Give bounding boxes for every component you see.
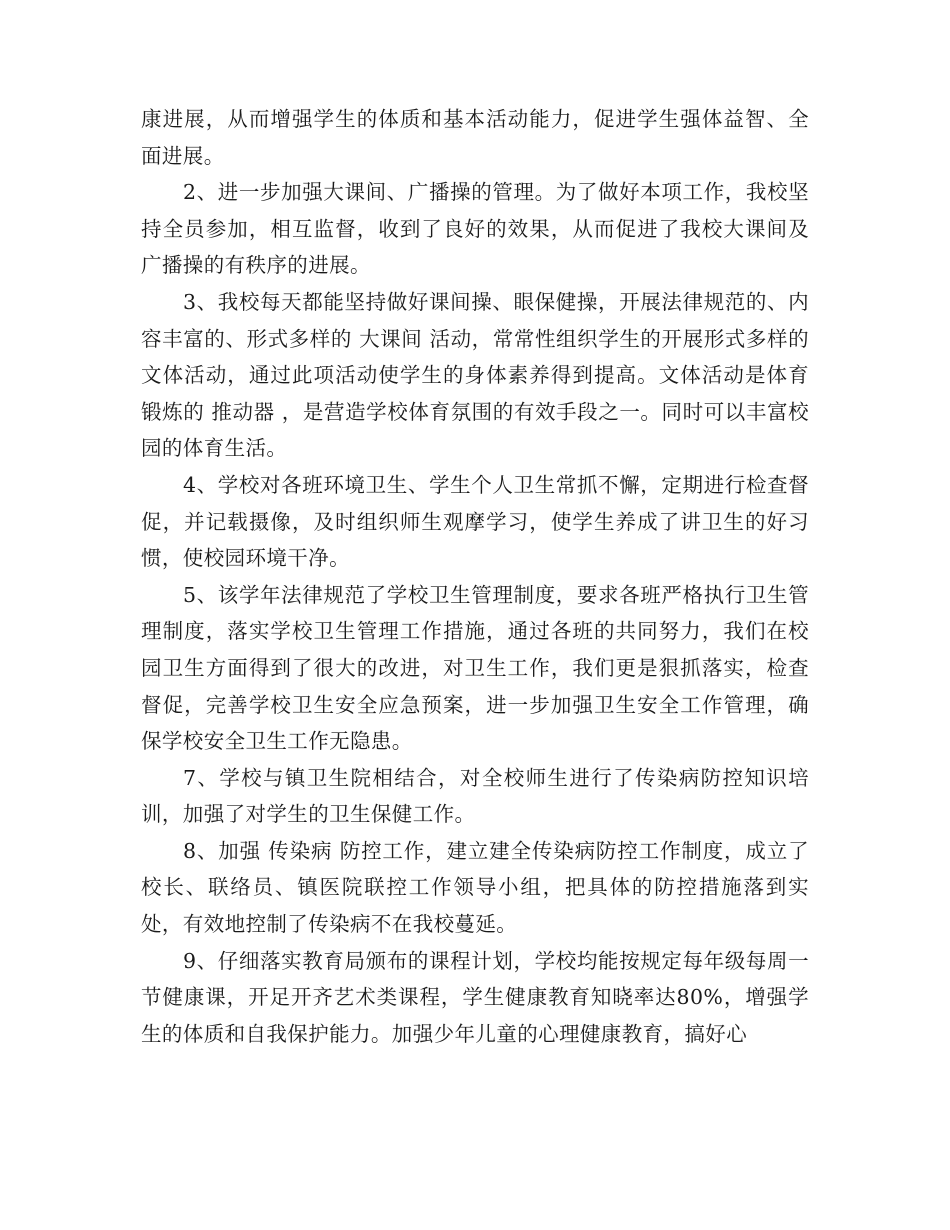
paragraph-item-2: 2、进一步加强大课间、广播操的管理。为了做好本项工作，我校坚持全员参加，相互监督，收到了良好的效果，从而促进了我校大课间及广播操的有秩序的进展。: [141, 180, 809, 278]
paragraph-continuation: 康进展，从而增强学生的体质和基本活动能力，促进学生强体益智、全面进展。: [141, 107, 809, 168]
paragraph-item-7: 7、学校与镇卫生院相结合，对全校师生进行了传染病防控知识培训，加强了对学生的卫生保健工作。: [141, 765, 809, 827]
paragraph-item-3: 3、我校每天都能坚持做好课间操、眼保健操，开展法律规范的、内容丰富的、形式多样的 大课间 活动，常常性组织学生的开展形式多样的文体活动，通过此项活动使学生的身体素养得到提高。文体活动是体育锻炼的 推动器 ，是营造学校体育氛围的有效手段之一。同时可以丰富校园的体育生活。: [141, 289, 809, 461]
paragraph-item-8: 8、加强 传染病 防控工作，建立建全传染病防控工作制度，成立了校长、联络员、镇医院联控工作领导小组，把具体的防控措施落到实处，有效地控制了传染病不在我校蔓延。: [141, 838, 809, 937]
paragraph-item-4: 4、学校对各班环境卫生、学生个人卫生常抓不懈，定期进行检查督促，并记载摄像，及时组织师生观摩学习，使学生养成了讲卫生的好习惯，使校园环境干净。: [141, 472, 809, 571]
paragraph-item-9: 9、仔细落实教育局颁布的课程计划，学校均能按规定每年级每周一节健康课，开足开齐艺术类课程，学生健康教育知晓率达80%，增强学生的体质和自我保护能力。加强少年儿童的心理健康教育，搞好心: [141, 948, 809, 1046]
paragraph-item-5: 5、该学年法律规范了学校卫生管理制度，要求各班严格执行卫生管理制度，落实学校卫生管理工作措施，通过各班的共同努力，我们在校园卫生方面得到了很大的改进，对卫生工作，我们更是狠抓落实，检查督促，完善学校卫生安全应急预案，进一步加强卫生安全工作管理，确保学校安全卫生工作无隐患。: [141, 582, 809, 754]
document-body: [141, 101, 809, 1052]
